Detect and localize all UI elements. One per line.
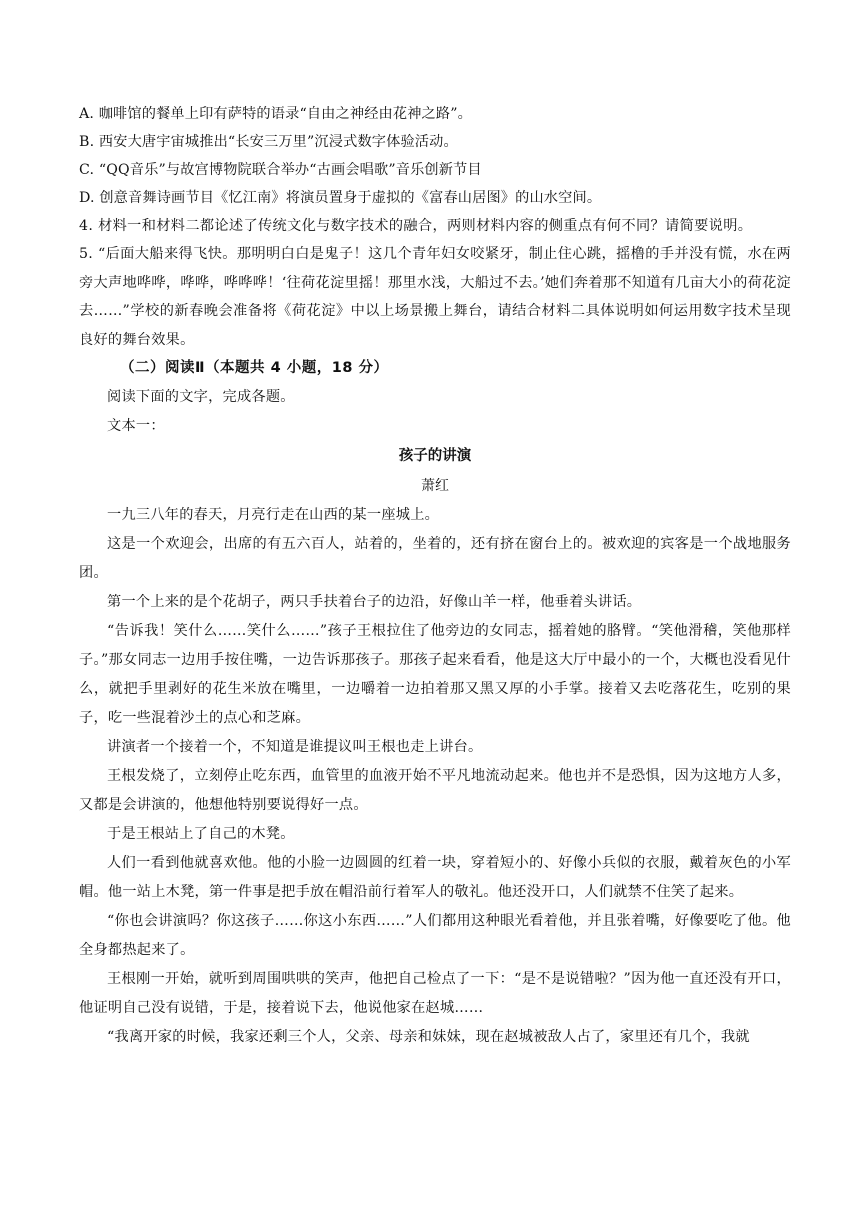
story-title: 孩子的讲演 <box>398 448 472 464</box>
section-instruction: 阅读下面的文字，完成各题。 <box>107 389 295 405</box>
story-paragraph: 人们一看到他就喜欢他。他的小脸一边圆圆的红着一块，穿着短小的、好像小兵似的衣服，戴着灰色的小军帽。他一站上木凳，第一件事是把手放在帽沿前行着军人的敬礼。他还没开口，人们就禁不住笑了起来。 <box>79 855 791 900</box>
option-b: B. 西安大唐宇宙城推出“长安三万里”沉浸式数字体验活动。 <box>79 134 458 150</box>
text-label: 文本一： <box>107 418 165 434</box>
story-paragraph: 第一个上来的是个花胡子，两只手扶着台子的边沿，好像山羊一样，他垂着头讲话。 <box>107 594 642 610</box>
option-a: A. 咖啡馆的餐单上印有萨特的语录“自由之神经由花神之路”。 <box>79 106 472 122</box>
option-c: C. “QQ音乐”与故宫博物院联合举办“古画会唱歌”音乐创新节目 <box>79 162 482 178</box>
story-paragraph: 这是一个欢迎会，出席的有五六百人，站着的，坐着的，还有挤在窗台上的。被欢迎的宾客是一个战地服务团。 <box>79 536 791 581</box>
story-paragraph: “你也会讲演吗？你这孩子……你这小东西……”人们都用这种眼光看着他，并且张着嘴，好像要吃了他。他全身都热起来了。 <box>79 913 791 958</box>
option-d: D. 创意音舞诗画节目《忆江南》将演员置身于虚拟的《富春山居图》的山水空间。 <box>79 190 602 206</box>
story-paragraph: “告诉我！笑什么……笑什么……”孩子王根拉住了他旁边的女同志，摇着她的胳臂。“笑他滑稽，笑他那样子。”那女同志一边用手按住嘴，一边告诉那孩子。那孩子起来看看，他是这大厅中最小的一个，大概也没看见什么，就把手里剥好的花生米放在嘴里，一边嚼着一边拍着那又黑又厚的小手掌。接着又去吃落花生，吃别的果子，吃一些混着沙土的点心和芝麻。 <box>79 623 791 726</box>
story-paragraph: 王根刚一开始，就听到周围哄哄的笑声，他把自己检点了一下：“是不是说错啦？”因为他一直还没有开口，他证明自己没有说错，于是，接着说下去，他说他家在赵城…… <box>79 971 791 1016</box>
question-5: 5. “后面大船来得飞快。那明明白白是鬼子！这几个青年妇女咬紧牙，制止住心跳，摇橹的手并没有慌，水在两旁大声地哗哗，哗哗，哗哗哗！‘往荷花淀里摇！那里水浅，大船过不去。’她们奔着那不知道有几亩大小的荷花淀去……”学校的新春晚会准备将《荷花淀》中以上场景搬上舞台，请结合材料二具体说明如何运用数字技术呈现良好的舞台效果。 <box>79 246 791 348</box>
story-author: 萧红 <box>421 478 449 494</box>
document-page <box>79 100 791 1052</box>
section-heading: （二）阅读Ⅱ（本题共 4 小题，18 分） <box>120 360 389 376</box>
story-paragraph: 王根发烧了，立刻停止吃东西，血管里的血液开始不平凡地流动起来。他也并不是恐惧，因为这地方人多，又都是会讲演的，他想他特别要说得好一点。 <box>79 768 791 813</box>
story-body <box>79 501 791 1052</box>
story-paragraph: 讲演者一个接着一个，不知道是谁提议叫王根也走上讲台。 <box>107 739 483 755</box>
story-paragraph: 于是王根站上了自己的木凳。 <box>107 826 295 842</box>
question-4: 4. 材料一和材料二都论述了传统文化与数字技术的融合，两则材料内容的侧重点有何不同？请简要说明。 <box>79 218 753 234</box>
story-paragraph: “我离开家的时候，我家还剩三个人，父亲、母亲和妹妹，现在赵城被敌人占了，家里还有几个，我就 <box>107 1029 750 1045</box>
story-paragraph: 一九三八年的春天，月亮行走在山西的某一座城上。 <box>107 507 440 523</box>
